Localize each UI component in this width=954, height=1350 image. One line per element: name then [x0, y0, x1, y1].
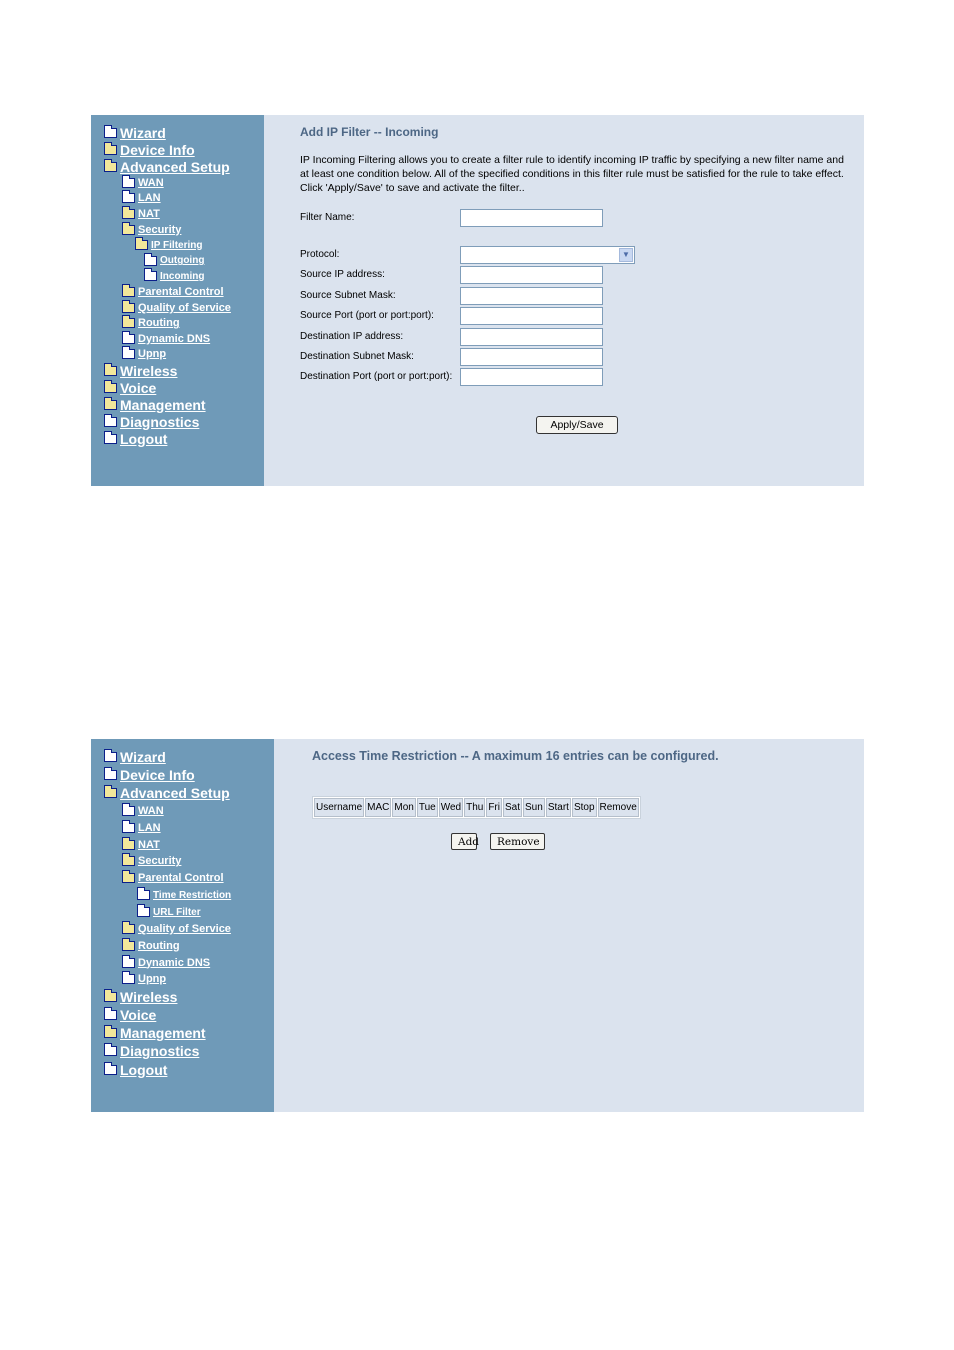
sidebar-item-label[interactable]: Dynamic DNS	[138, 956, 211, 969]
sidebar-item-diagnostics[interactable]	[104, 413, 231, 430]
table-header-row	[314, 798, 639, 817]
sidebar-item-label[interactable]: Wizard	[120, 124, 166, 141]
folder-open-icon	[122, 924, 135, 934]
sidebar-nav	[104, 748, 231, 1079]
source-ip-label: Source IP address:	[300, 269, 385, 280]
sidebar-item-outgoing[interactable]	[104, 253, 231, 269]
destination-port-row	[300, 368, 640, 386]
sidebar-item-logout[interactable]	[104, 430, 231, 447]
sidebar-item-security[interactable]	[104, 853, 231, 870]
sidebar-item-wireless[interactable]	[104, 988, 231, 1006]
sidebar-item-quality-of-service[interactable]	[104, 921, 231, 938]
sidebar-item-label[interactable]: Device Info	[120, 141, 195, 158]
column-header-stop: Stop	[572, 798, 597, 817]
sidebar-item-label[interactable]: Time Restriction	[153, 889, 232, 901]
folder-open-icon	[122, 303, 135, 313]
sidebar-item-management[interactable]	[104, 1024, 231, 1042]
folder-open-icon	[122, 287, 135, 297]
folder-icon	[104, 1046, 117, 1056]
column-header-wed: Wed	[439, 798, 463, 817]
destination-ip-row	[300, 328, 640, 346]
folder-icon	[144, 271, 157, 281]
sidebar-item-label[interactable]: NAT	[138, 838, 160, 851]
sidebar-item-upnp[interactable]	[104, 347, 231, 363]
source-port-input[interactable]	[460, 307, 603, 325]
column-header-mon: Mon	[392, 798, 415, 817]
column-header-thu: Thu	[464, 798, 485, 817]
column-header-tue: Tue	[417, 798, 438, 817]
sidebar-item-label[interactable]: Voice	[120, 1007, 157, 1024]
chevron-down-icon[interactable]: ▼	[619, 248, 633, 262]
sidebar-item-wan[interactable]	[104, 175, 231, 191]
sidebar-item-label[interactable]: Parental Control	[138, 285, 224, 298]
sidebar-item-lan[interactable]	[104, 819, 231, 836]
folder-open-icon	[104, 992, 117, 1002]
sidebar-item-logout[interactable]	[104, 1060, 231, 1078]
sidebar-item-label[interactable]: Device Info	[120, 767, 195, 784]
sidebar-item-ip-filtering[interactable]	[104, 237, 231, 253]
sidebar-item-lan[interactable]	[104, 191, 231, 207]
folder-open-icon	[122, 840, 135, 850]
sidebar-item-diagnostics[interactable]	[104, 1042, 231, 1060]
folder-open-icon	[104, 1028, 117, 1038]
destination-port-input[interactable]	[460, 368, 603, 386]
sidebar-item-dynamic-dns[interactable]	[104, 954, 231, 971]
sidebar-item-label[interactable]: Upnp	[138, 348, 167, 361]
sidebar-item-wizard[interactable]	[104, 124, 231, 141]
destination-ip-input[interactable]	[460, 328, 603, 346]
sidebar-item-dynamic-dns[interactable]	[104, 331, 231, 347]
folder-open-icon	[135, 240, 148, 250]
folder-icon	[104, 1010, 117, 1020]
sidebar-item-parental-control[interactable]	[104, 870, 231, 887]
folder-icon	[122, 958, 135, 968]
sidebar-nav	[104, 124, 231, 447]
folder-icon	[137, 890, 150, 900]
sidebar-item-label[interactable]: Wizard	[120, 749, 166, 766]
sidebar	[91, 115, 264, 486]
folder-icon	[122, 823, 135, 833]
sidebar-item-management[interactable]	[104, 396, 231, 413]
folder-open-icon	[122, 941, 135, 951]
sidebar-item-label[interactable]: WAN	[138, 176, 164, 189]
page-title: Add IP Filter -- Incoming	[300, 125, 439, 139]
sidebar-item-routing[interactable]	[104, 315, 231, 331]
restriction-table	[312, 796, 641, 819]
main-content	[264, 115, 864, 486]
source-ip-row	[300, 266, 640, 284]
sidebar-item-quality-of-service[interactable]	[104, 300, 231, 316]
source-mask-label: Source Subnet Mask:	[300, 290, 396, 301]
folder-open-icon	[104, 383, 117, 393]
source-ip-input[interactable]	[460, 266, 603, 284]
folder-icon	[144, 256, 157, 266]
apply-save-button[interactable]: Apply/Save	[536, 416, 618, 434]
sidebar-item-label[interactable]: NAT	[138, 207, 160, 220]
folder-open-icon	[104, 145, 117, 155]
destination-mask-label: Destination Subnet Mask:	[300, 351, 414, 362]
column-header-mac: MAC	[365, 798, 391, 817]
source-mask-row	[300, 287, 640, 305]
sidebar-item-label[interactable]: WAN	[138, 804, 164, 817]
sidebar-item-label[interactable]: Incoming	[160, 270, 205, 282]
main-content	[274, 739, 864, 1112]
sidebar-item-nat[interactable]	[104, 836, 231, 853]
filter-name-row	[300, 209, 640, 227]
folder-open-icon	[122, 856, 135, 866]
source-port-row	[300, 307, 640, 325]
column-header-sat: Sat	[503, 798, 522, 817]
folder-icon	[104, 434, 117, 444]
sidebar-item-wireless[interactable]	[104, 362, 231, 379]
folder-icon	[122, 349, 135, 359]
folder-icon	[104, 752, 117, 762]
sidebar-item-label[interactable]: Security	[138, 223, 182, 236]
sidebar-item-incoming[interactable]	[104, 269, 231, 285]
folder-open-icon	[104, 400, 117, 410]
destination-mask-input[interactable]	[460, 348, 603, 366]
column-header-start: Start	[546, 798, 571, 817]
sidebar-item-voice[interactable]	[104, 1006, 231, 1024]
folder-icon	[122, 193, 135, 203]
sidebar-item-label[interactable]: Routing	[138, 939, 180, 952]
folder-open-icon	[122, 225, 135, 235]
folder-icon	[104, 1065, 117, 1075]
column-header-fri: Fri	[486, 798, 502, 817]
sidebar-item-label[interactable]: LAN	[138, 192, 161, 205]
folder-icon	[122, 806, 135, 816]
sidebar-item-label[interactable]: Diagnostics	[120, 413, 200, 430]
sidebar-item-label[interactable]: LAN	[138, 821, 161, 834]
folder-open-icon	[104, 162, 117, 172]
sidebar-item-label[interactable]: Quality of Service	[138, 922, 231, 935]
sidebar-item-upnp[interactable]	[104, 971, 231, 988]
source-port-label: Source Port (port or port:port):	[300, 310, 434, 321]
page-title: Access Time Restriction -- A maximum 16 entries can be configured.	[312, 749, 719, 763]
sidebar-item-label[interactable]: Dynamic DNS	[138, 332, 211, 345]
folder-icon	[122, 974, 135, 984]
destination-mask-row	[300, 348, 640, 366]
column-header-remove: Remove	[598, 798, 639, 817]
folder-icon	[104, 417, 117, 427]
folder-icon	[137, 907, 150, 917]
sidebar-item-time-restriction[interactable]	[104, 887, 231, 904]
folder-open-icon	[122, 318, 135, 328]
sidebar-item-wan[interactable]	[104, 803, 231, 820]
sidebar-item-label[interactable]: Outgoing	[160, 255, 205, 267]
sidebar-item-label[interactable]: Parental Control	[138, 872, 224, 885]
destination-port-label: Destination Port (port or port:port):	[300, 371, 453, 382]
sidebar-item-wizard[interactable]	[104, 748, 231, 766]
time-restriction-panel	[91, 739, 864, 1112]
sidebar-item-parental-control[interactable]	[104, 284, 231, 300]
sidebar-item-label[interactable]: Advanced Setup	[120, 785, 230, 802]
source-mask-input[interactable]	[460, 287, 603, 305]
sidebar	[91, 739, 274, 1112]
sidebar-item-advanced-setup[interactable]	[104, 784, 231, 802]
sidebar-item-security[interactable]	[104, 222, 231, 238]
folder-icon	[122, 334, 135, 344]
sidebar-item-label[interactable]: Routing	[138, 317, 180, 330]
sidebar-item-label[interactable]: Advanced Setup	[120, 158, 230, 175]
sidebar-item-label[interactable]: Management	[120, 396, 206, 413]
sidebar-item-label[interactable]: Security	[138, 855, 182, 868]
sidebar-item-label[interactable]: Logout	[120, 430, 168, 447]
add-button[interactable]: Add	[451, 833, 477, 850]
folder-open-icon	[104, 788, 117, 798]
sidebar-item-label[interactable]: Wireless	[120, 362, 178, 379]
remove-button[interactable]: Remove	[490, 833, 545, 850]
sidebar-item-nat[interactable]	[104, 206, 231, 222]
page-description: IP Incoming Filtering allows you to create a filter rule to identify incoming IP traffic by specifying a new filter name and at least one condition below. All of the specified conditions in this filter rule must be satisfied for the rule to take effect. Click 'Apply/Save' to save and activate the filter..	[300, 154, 844, 194]
folder-open-icon	[122, 873, 135, 883]
folder-open-icon	[104, 366, 117, 376]
folder-icon	[104, 770, 117, 780]
sidebar-item-routing[interactable]	[104, 937, 231, 954]
sidebar-item-label[interactable]: URL Filter	[153, 906, 201, 918]
sidebar-item-label[interactable]: Logout	[120, 1061, 168, 1078]
destination-ip-label: Destination IP address:	[300, 331, 404, 342]
protocol-label: Protocol:	[300, 249, 340, 260]
folder-icon	[122, 178, 135, 188]
folder-open-icon	[122, 209, 135, 219]
sidebar-item-device-info[interactable]	[104, 766, 231, 784]
sidebar-item-label[interactable]: Management	[120, 1025, 206, 1042]
column-header-username: Username	[314, 798, 364, 817]
sidebar-item-label[interactable]: Diagnostics	[120, 1043, 200, 1060]
filter-name-label: Filter Name:	[300, 212, 355, 223]
sidebar-item-device-info[interactable]	[104, 141, 231, 158]
sidebar-item-label[interactable]: Voice	[120, 379, 157, 396]
column-header-sun: Sun	[523, 798, 545, 817]
sidebar-item-label[interactable]: Quality of Service	[138, 301, 231, 314]
sidebar-item-url-filter[interactable]	[104, 904, 231, 921]
protocol-row	[300, 246, 640, 264]
filter-name-input[interactable]	[460, 209, 603, 227]
sidebar-item-voice[interactable]	[104, 379, 231, 396]
folder-icon	[104, 128, 117, 138]
ip-filter-incoming-panel	[91, 115, 864, 486]
sidebar-item-label[interactable]: Upnp	[138, 973, 167, 986]
sidebar-item-advanced-setup[interactable]	[104, 158, 231, 175]
protocol-select[interactable]	[460, 246, 635, 264]
sidebar-item-label[interactable]: IP Filtering	[151, 239, 203, 251]
sidebar-item-label[interactable]: Wireless	[120, 988, 178, 1005]
